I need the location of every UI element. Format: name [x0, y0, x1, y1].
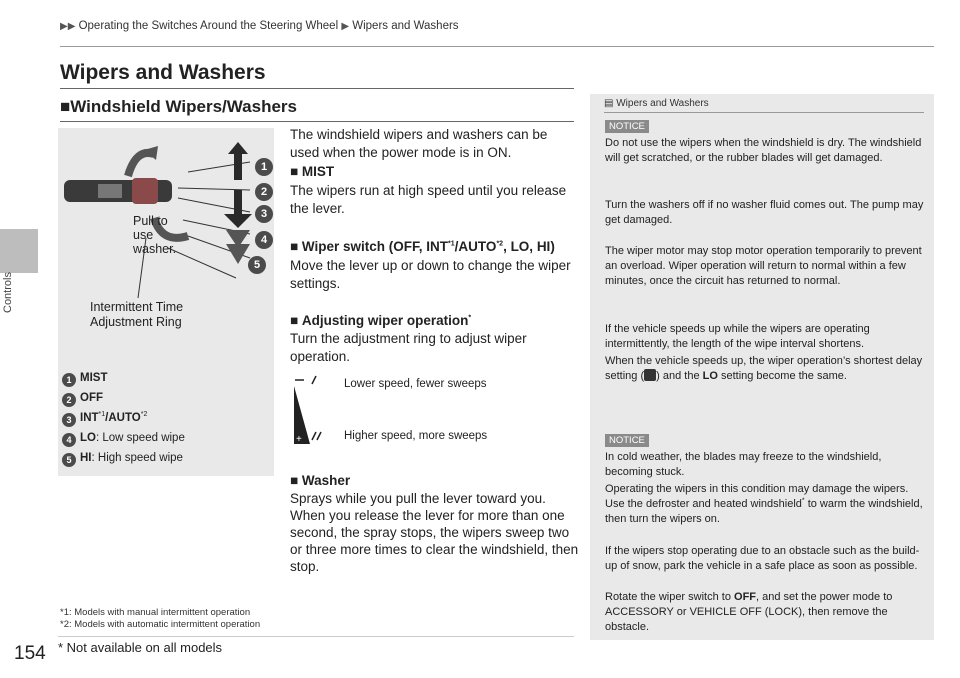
ring-rotate-arrow: [128, 153, 154, 176]
speed-low-label: Lower speed, fewer sweeps: [344, 378, 487, 390]
up-arrow: [234, 154, 242, 180]
adjustment-ring: [132, 178, 158, 204]
top-divider: [60, 46, 934, 47]
title-divider: [60, 88, 574, 89]
down-arrow: [234, 190, 242, 214]
page-number: 154: [14, 643, 46, 664]
note-motor-overload: The wiper motor may stop motor operation temporarily to prevent an overload. Wiper operation will return to normal within a few minutes, once the circuit has returned to normal.: [605, 245, 922, 287]
svg-text:+: +: [296, 434, 302, 445]
callout-1: 1: [255, 158, 273, 176]
notes-panel: [590, 94, 934, 640]
wiper-lever-illustration: [58, 128, 274, 476]
note-shortest-delay: When the vehicle speeds up, the wiper operation’s shortest delay setting ( ) and the LO setting become the same.: [605, 355, 923, 382]
washer-heading: ■ Washer: [290, 473, 351, 488]
availability-note: * Not available on all models: [58, 640, 223, 655]
breadcrumb-arrow-icon: ▶▶: [60, 21, 76, 32]
breadcrumb: [60, 20, 459, 32]
section-divider: [60, 121, 574, 122]
ring-label: Intermittent Time Adjustment Ring: [90, 300, 184, 329]
speed-high-label: Higher speed, more sweeps: [344, 430, 488, 442]
mist-heading: ■ MIST: [290, 164, 335, 179]
delay-setting-icon: [644, 369, 656, 381]
mist-text: The wipers run at high speed until you release the lever.: [290, 183, 567, 216]
wiper-switch-text: Move the lever up or down to change the wiper settings.: [290, 258, 571, 291]
adjust-heading: ■ Adjusting wiper operation*: [290, 313, 472, 328]
note-obstacle: If the wipers stop operating due to an obstacle such as the build-up of snow, park the vehicle in a safe place as soon as possible.: [605, 545, 920, 572]
adjust-text: Turn the adjustment ring to adjust wiper operation.: [290, 331, 527, 364]
callout-5: 5: [248, 256, 266, 274]
legend-item-off: 2 OFF: [62, 392, 103, 407]
note-dry-windshield: Do not use the wipers when the windshield is dry. The windshield will get scratched, or the rubber blades will get damaged.: [605, 137, 922, 164]
note-speed-interval: If the vehicle speeds up while the wipers are operating intermittently, the length of the wipe interval shortens.: [605, 323, 870, 350]
notes-heading: ▤ Wipers and Washers: [604, 98, 709, 109]
note-cold-weather: In cold weather, the blades may freeze to the windshield, becoming stuck.: [605, 451, 882, 478]
legend-item-int-auto: 3 INT$^{*1}$/AUTO$^{*2}$: [62, 412, 147, 427]
note-washer-fluid: Turn the washers off if no washer fluid comes out. The pump may get damaged.: [605, 199, 924, 226]
legend-item-mist: 1 MIST: [62, 372, 107, 387]
breadcrumb-parent[interactable]: Operating the Switches Around the Steering Wheel: [78, 20, 339, 32]
side-tab-label: Controls: [2, 272, 14, 314]
footnote-2: *2: Models with automatic intermittent operation: [60, 619, 261, 630]
bottom-divider: [58, 636, 574, 637]
callout-2: 2: [255, 183, 273, 201]
speed-scale-icon: [290, 372, 340, 452]
wiper-switch-heading: ■ Wiper switch (OFF, INT$^{*1}$/AUTO$^{*2}$, LO, HI): [290, 239, 555, 254]
legend-item-hi: 5 HI: High speed wipe: [62, 452, 183, 467]
footnote-1: *1: Models with manual intermittent operation: [60, 607, 251, 618]
callout-3: 3: [255, 205, 273, 223]
breadcrumb-arrow-icon: ▶: [341, 21, 350, 32]
intro-text: The windshield wipers and washers can be used when the power mode is in ON.: [290, 127, 548, 160]
notice-badge: NOTICE: [605, 120, 649, 133]
page-title: Wipers and Washers: [60, 61, 266, 84]
breadcrumb-current[interactable]: Wipers and Washers: [352, 20, 459, 32]
note-rotate-switch: Rotate the wiper switch to OFF, and set the power mode to ACCESSORY or VEHICLE OFF (LOCK), then remove the obstacle.: [605, 591, 893, 633]
notice-badge-2: NOTICE: [605, 434, 649, 447]
section-heading: ■Windshield Wipers/Washers: [60, 97, 298, 116]
callout-4: 4: [255, 231, 273, 249]
section-square-icon: ■: [60, 97, 71, 116]
washer-text: Sprays while you pull the lever toward you. When you release the lever for more than one second, the spray stops, the wipers sweep two or three more times to clear the windshield, then stop.: [290, 491, 579, 574]
footnotes: [60, 607, 260, 631]
note-frozen-wipers: Operating the wipers in this condition may damage the wipers. Use the defroster and heated windshield* to warm the windshield, then turn the wipers on.: [605, 483, 923, 525]
pull-washer-label: Pull to use washer.: [133, 214, 177, 256]
side-tab: [0, 0, 38, 678]
lever-markings: [98, 184, 122, 198]
legend-item-lo: 4 LO: Low speed wipe: [62, 432, 185, 447]
notes-divider: [604, 112, 924, 113]
